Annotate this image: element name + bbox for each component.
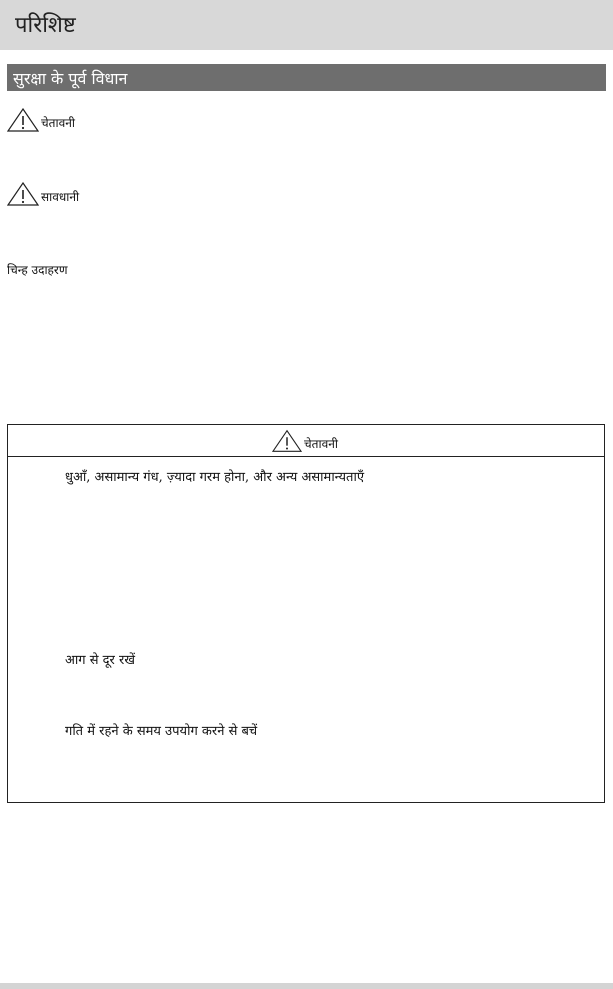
warning-triangle-icon [272, 429, 302, 457]
symbol-examples-label: चिन्ह उदाहरण [7, 263, 68, 277]
footer-divider [0, 983, 613, 989]
warning-box-heading [272, 429, 338, 457]
title-bar [0, 0, 613, 50]
section-title: सुरक्षा के पूर्व विधान [13, 69, 128, 88]
section-bar [7, 64, 606, 91]
caution-triangle-icon [7, 182, 39, 210]
legend-caution [7, 182, 79, 210]
warning-box-header-label: चेतावनी [304, 436, 339, 451]
warning-item-smoke: धुआँ, असामान्य गंध, ज़्यादा गरम होना, और अन्य असामान्यताएँ [65, 470, 365, 485]
warning-item-motion: गति में रहने के समय उपयोग करने से बचें [65, 724, 258, 739]
page-title: परिशिष्ट [15, 13, 76, 38]
warning-triangle-icon [7, 108, 39, 136]
warning-box [7, 424, 605, 803]
legend-caution-label: सावधानी [41, 189, 80, 204]
warning-item-fire: आग से दूर रखें [65, 653, 135, 668]
warning-box-header [8, 425, 604, 457]
legend-warning-label: चेतावनी [41, 115, 76, 130]
legend-warning [7, 108, 75, 136]
